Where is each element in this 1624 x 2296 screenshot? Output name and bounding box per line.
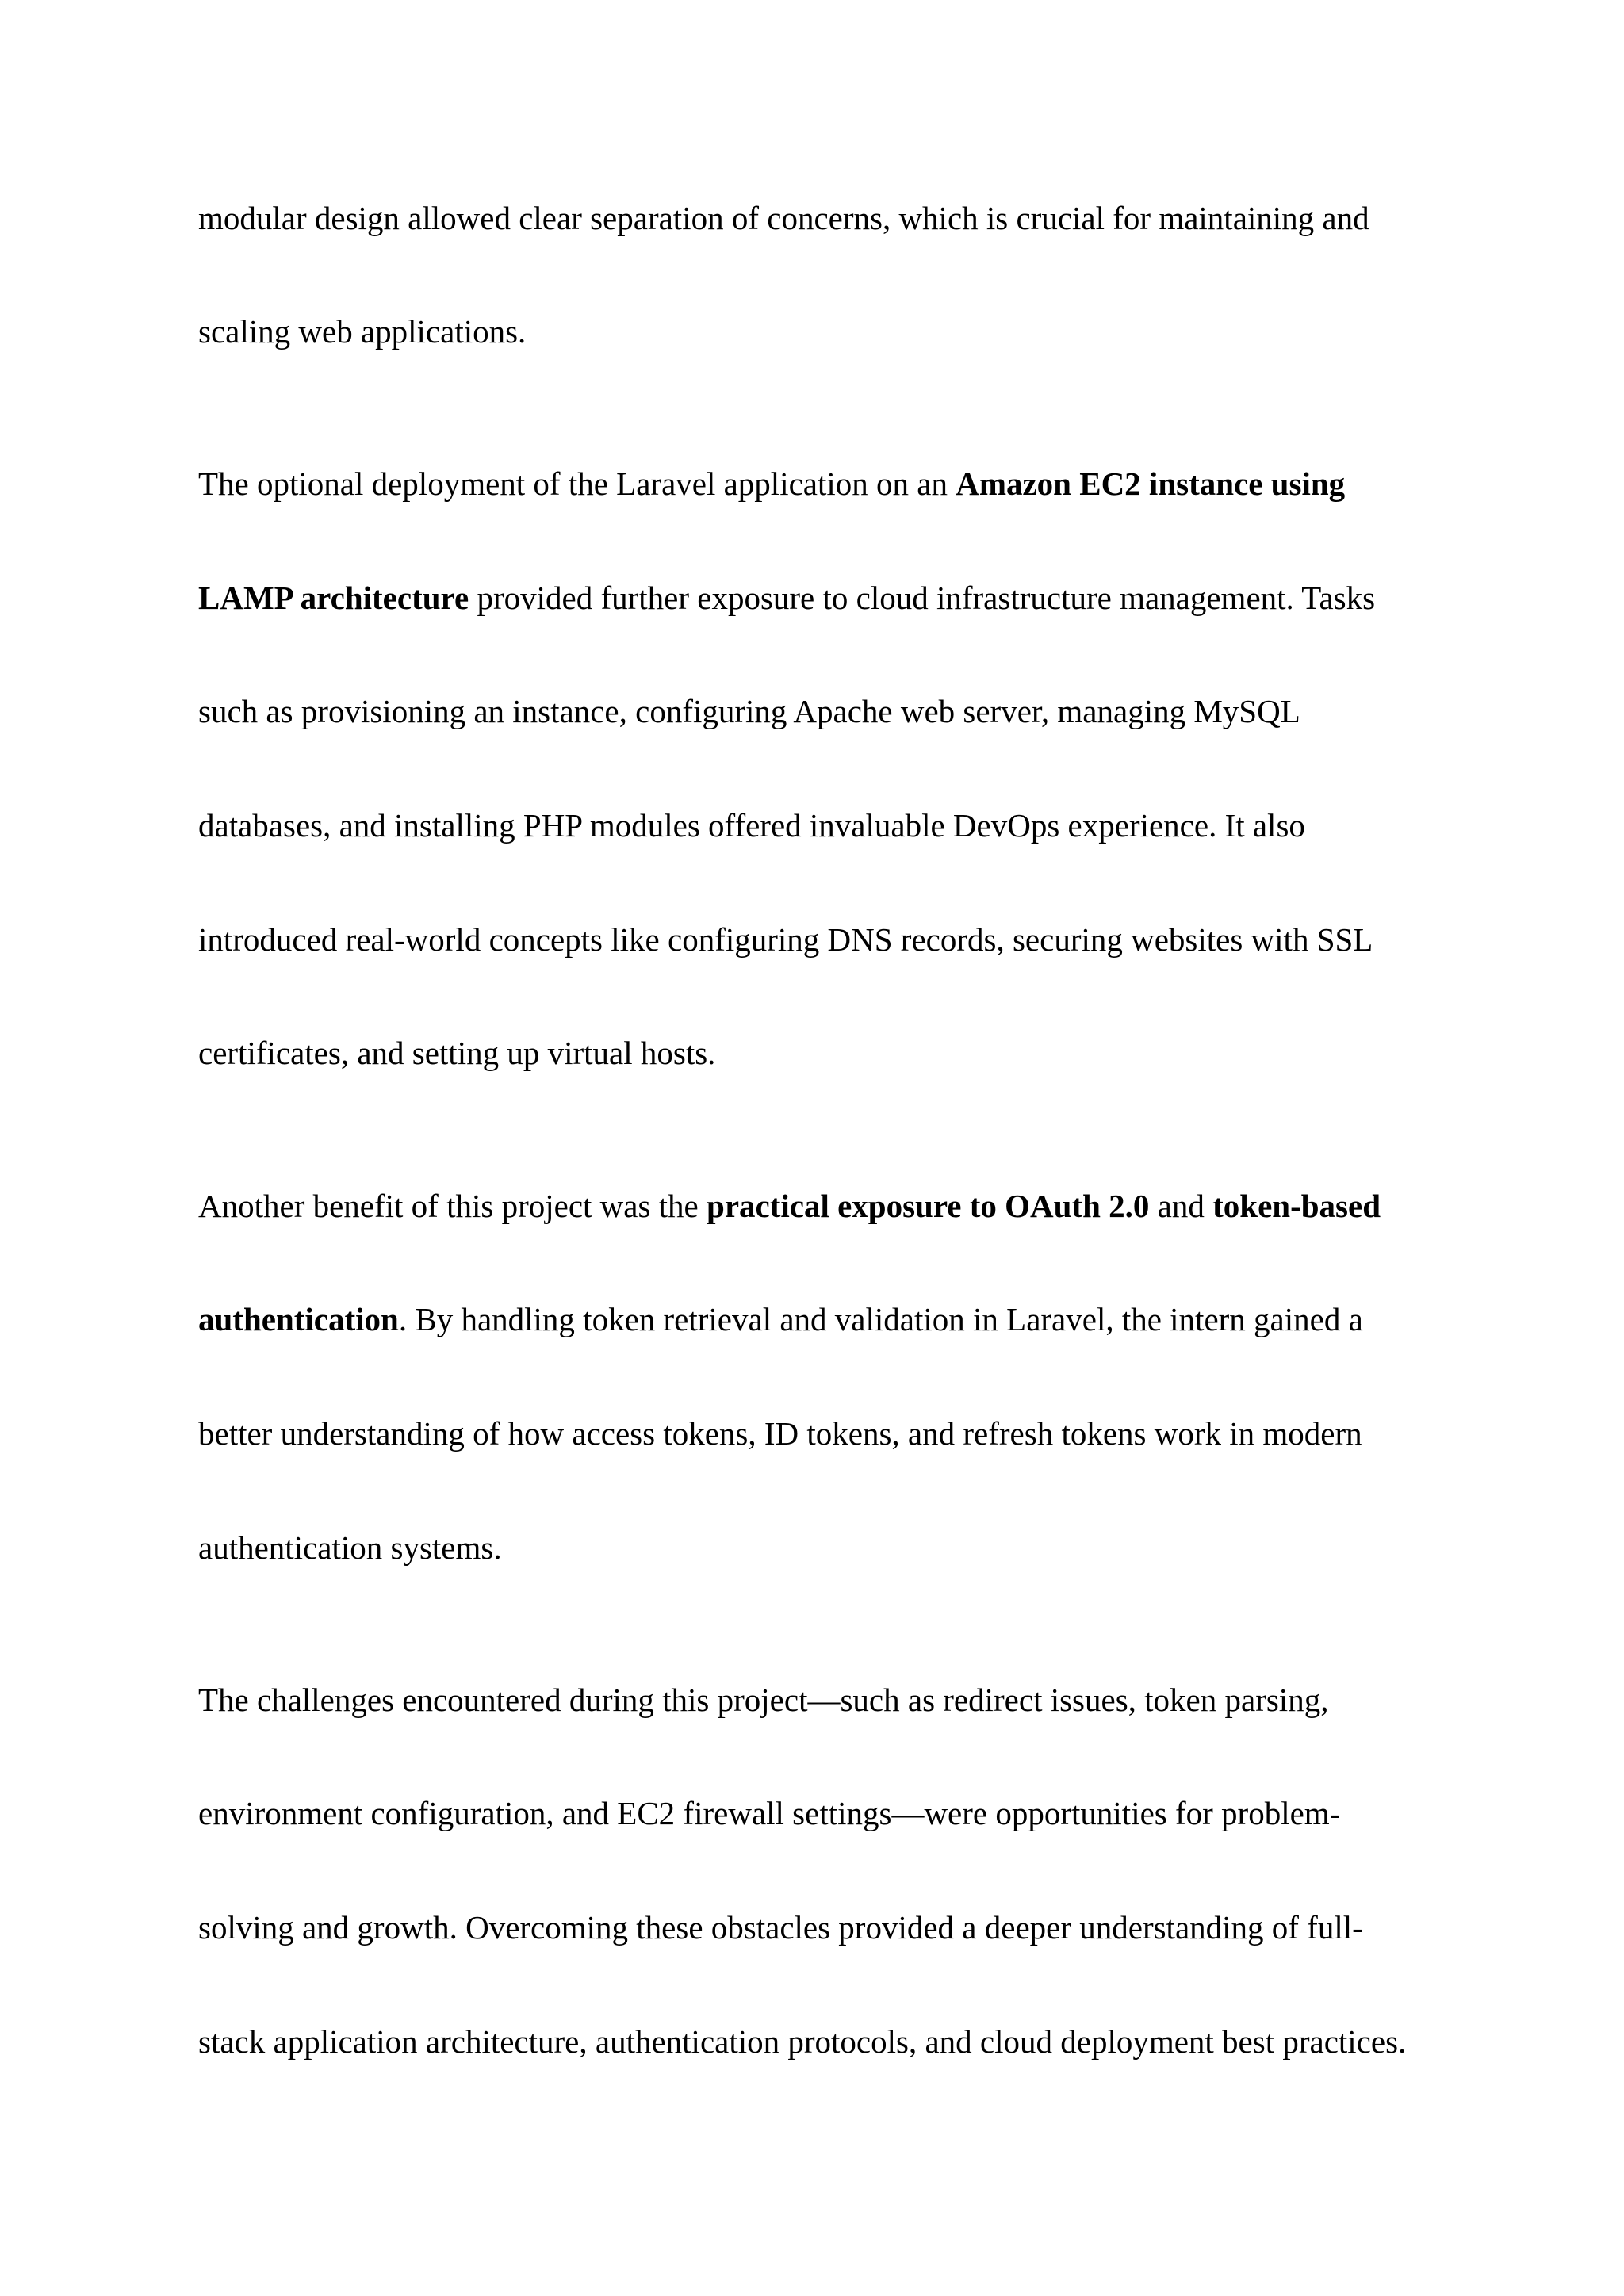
- text-run: provided further exposure to cloud infrastructure management. Tasks: [469, 580, 1376, 616]
- paragraph-1-line-1: [198, 198, 1369, 238]
- text-run: Another benefit of this project was the: [198, 1188, 707, 1224]
- paragraph-4-line-2: [198, 1793, 1340, 1833]
- paragraph-2-line-5: [198, 920, 1373, 959]
- text-run: . By handling token retrieval and validation in Laravel, the intern gained a: [398, 1301, 1363, 1337]
- paragraph-2-line-4: [198, 806, 1305, 845]
- paragraph-3-line-1: [198, 1186, 1381, 1226]
- paragraph-2-line-6: [198, 1033, 715, 1073]
- paragraph-3-line-3: [198, 1414, 1362, 1453]
- paragraph-3-line-2: [198, 1299, 1363, 1339]
- paragraph-4-line-1: [198, 1680, 1328, 1720]
- text-run: environment configuration, and EC2 firewall settings—were opportunities for problem-: [198, 1795, 1341, 1831]
- paragraph-3-line-4: [198, 1528, 502, 1567]
- paragraph-2-line-2: [198, 578, 1375, 618]
- text-run: The optional deployment of the Laravel application on an: [198, 465, 956, 502]
- bold-phrase: authentication: [198, 1301, 399, 1337]
- text-run: such as provisioning an instance, configuring Apache web server, managing MySQL: [198, 693, 1300, 729]
- bold-phrase: token-based: [1212, 1188, 1381, 1224]
- text-run: scaling web applications.: [198, 313, 527, 350]
- text-run: and: [1149, 1188, 1213, 1224]
- paragraph-4-line-3: [198, 1908, 1363, 1947]
- paragraph-2-line-3: [198, 691, 1300, 731]
- bold-phrase: Amazon EC2 instance using: [956, 465, 1346, 502]
- paragraph-2-line-1: [198, 464, 1345, 503]
- text-run: introduced real-world concepts like configuring DNS records, securing websites with SSL: [198, 921, 1373, 958]
- text-run: authentication systems.: [198, 1529, 502, 1566]
- paragraph-4-line-4: [198, 2022, 1406, 2061]
- bold-phrase: practical exposure to OAuth 2.0: [707, 1188, 1150, 1224]
- bold-phrase: LAMP architecture: [198, 580, 469, 616]
- text-run: modular design allowed clear separation of concerns, which is crucial for maintaining and: [198, 200, 1369, 236]
- text-run: databases, and installing PHP modules offered invaluable DevOps experience. It also: [198, 807, 1305, 844]
- text-run: stack application architecture, authentication protocols, and cloud deployment best practices.: [198, 2023, 1407, 2060]
- text-run: certificates, and setting up virtual hosts.: [198, 1035, 716, 1071]
- text-run: solving and growth. Overcoming these obstacles provided a deeper understanding of full-: [198, 1909, 1363, 1946]
- text-run: The challenges encountered during this project—such as redirect issues, token parsing,: [198, 1682, 1329, 1718]
- paragraph-1-line-2: [198, 312, 526, 351]
- text-run: better understanding of how access tokens, ID tokens, and refresh tokens work in modern: [198, 1415, 1362, 1452]
